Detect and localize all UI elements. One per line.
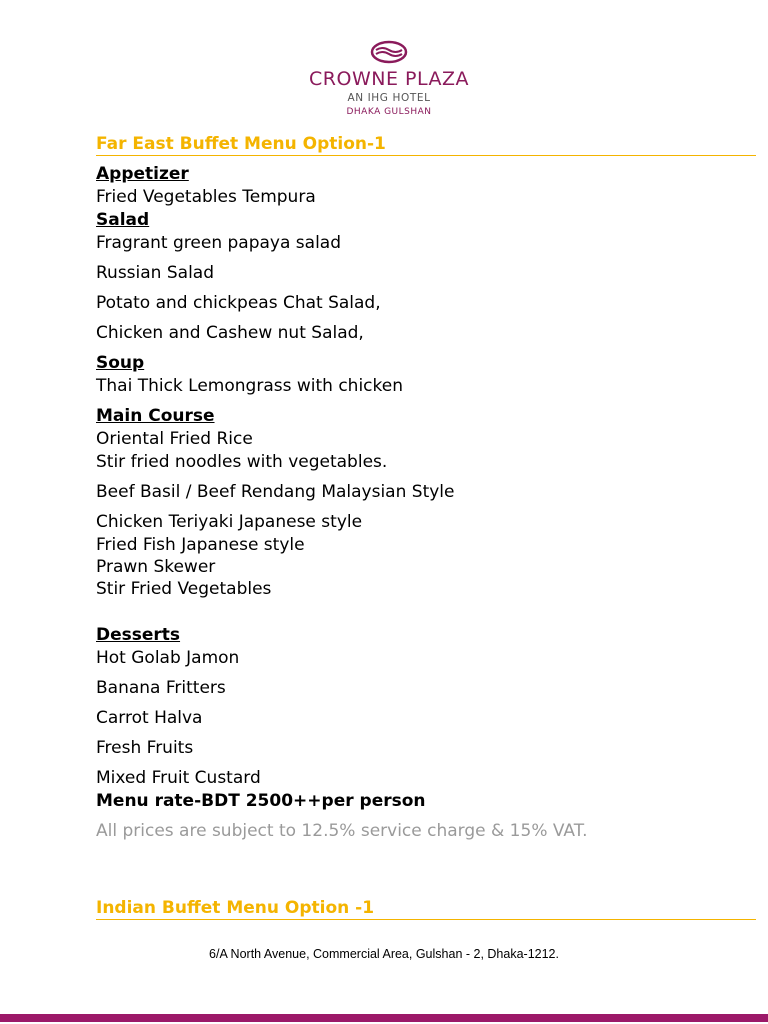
brand-location: DHAKA GULSHAN	[346, 107, 432, 117]
menu-item: Oriental Fried Rice	[96, 429, 253, 449]
brand-subtitle: AN IHG HOTEL	[347, 92, 431, 104]
menu2-title: Indian Buffet Menu Option -1	[96, 898, 756, 920]
desserts-heading: Desserts	[96, 625, 181, 645]
salad-heading: Salad	[96, 210, 150, 230]
price-note: All prices are subject to 12.5% service charge & 15% VAT.	[96, 821, 588, 841]
menu-item: Russian Salad	[96, 263, 214, 283]
brand-name: CROWNE PLAZA	[309, 68, 469, 90]
footer-bar	[0, 1014, 768, 1022]
menu-item: Fried Vegetables Tempura	[96, 187, 316, 207]
menu-item: Potato and chickpeas Chat Salad,	[96, 293, 381, 313]
menu-item: Chicken and Cashew nut Salad,	[96, 323, 364, 343]
menu-item: Stir fried noodles with vegetables.	[96, 452, 388, 472]
menu-item: Carrot Halva	[96, 708, 203, 728]
menu-item: Mixed Fruit Custard	[96, 768, 261, 788]
menu-item: Prawn Skewer	[96, 557, 216, 577]
appetizer-heading: Appetizer	[96, 164, 189, 184]
hotel-logo	[290, 30, 488, 130]
menu-item: Fragrant green papaya salad	[96, 233, 341, 253]
menu-item: Fried Fish Japanese style	[96, 535, 305, 555]
menu-item: Thai Thick Lemongrass with chicken	[96, 376, 403, 396]
menu-item: Fresh Fruits	[96, 738, 194, 758]
menu-rate: Menu rate-BDT 2500++per person	[96, 791, 426, 811]
menu-item: Banana Fritters	[96, 678, 226, 698]
crowne-plaza-emblem-icon	[354, 38, 424, 66]
main-course-heading: Main Course	[96, 406, 215, 426]
menu-item: Beef Basil / Beef Rendang Malaysian Style	[96, 482, 455, 502]
soup-heading: Soup	[96, 353, 145, 373]
menu-item: Hot Golab Jamon	[96, 648, 240, 668]
menu-item: Stir Fried Vegetables	[96, 579, 272, 599]
menu-item: Chicken Teriyaki Japanese style	[96, 512, 363, 532]
menu1-title: Far East Buffet Menu Option-1	[96, 134, 756, 156]
footer-address: 6/A North Avenue, Commercial Area, Gulshan - 2, Dhaka-1212.	[209, 947, 559, 961]
